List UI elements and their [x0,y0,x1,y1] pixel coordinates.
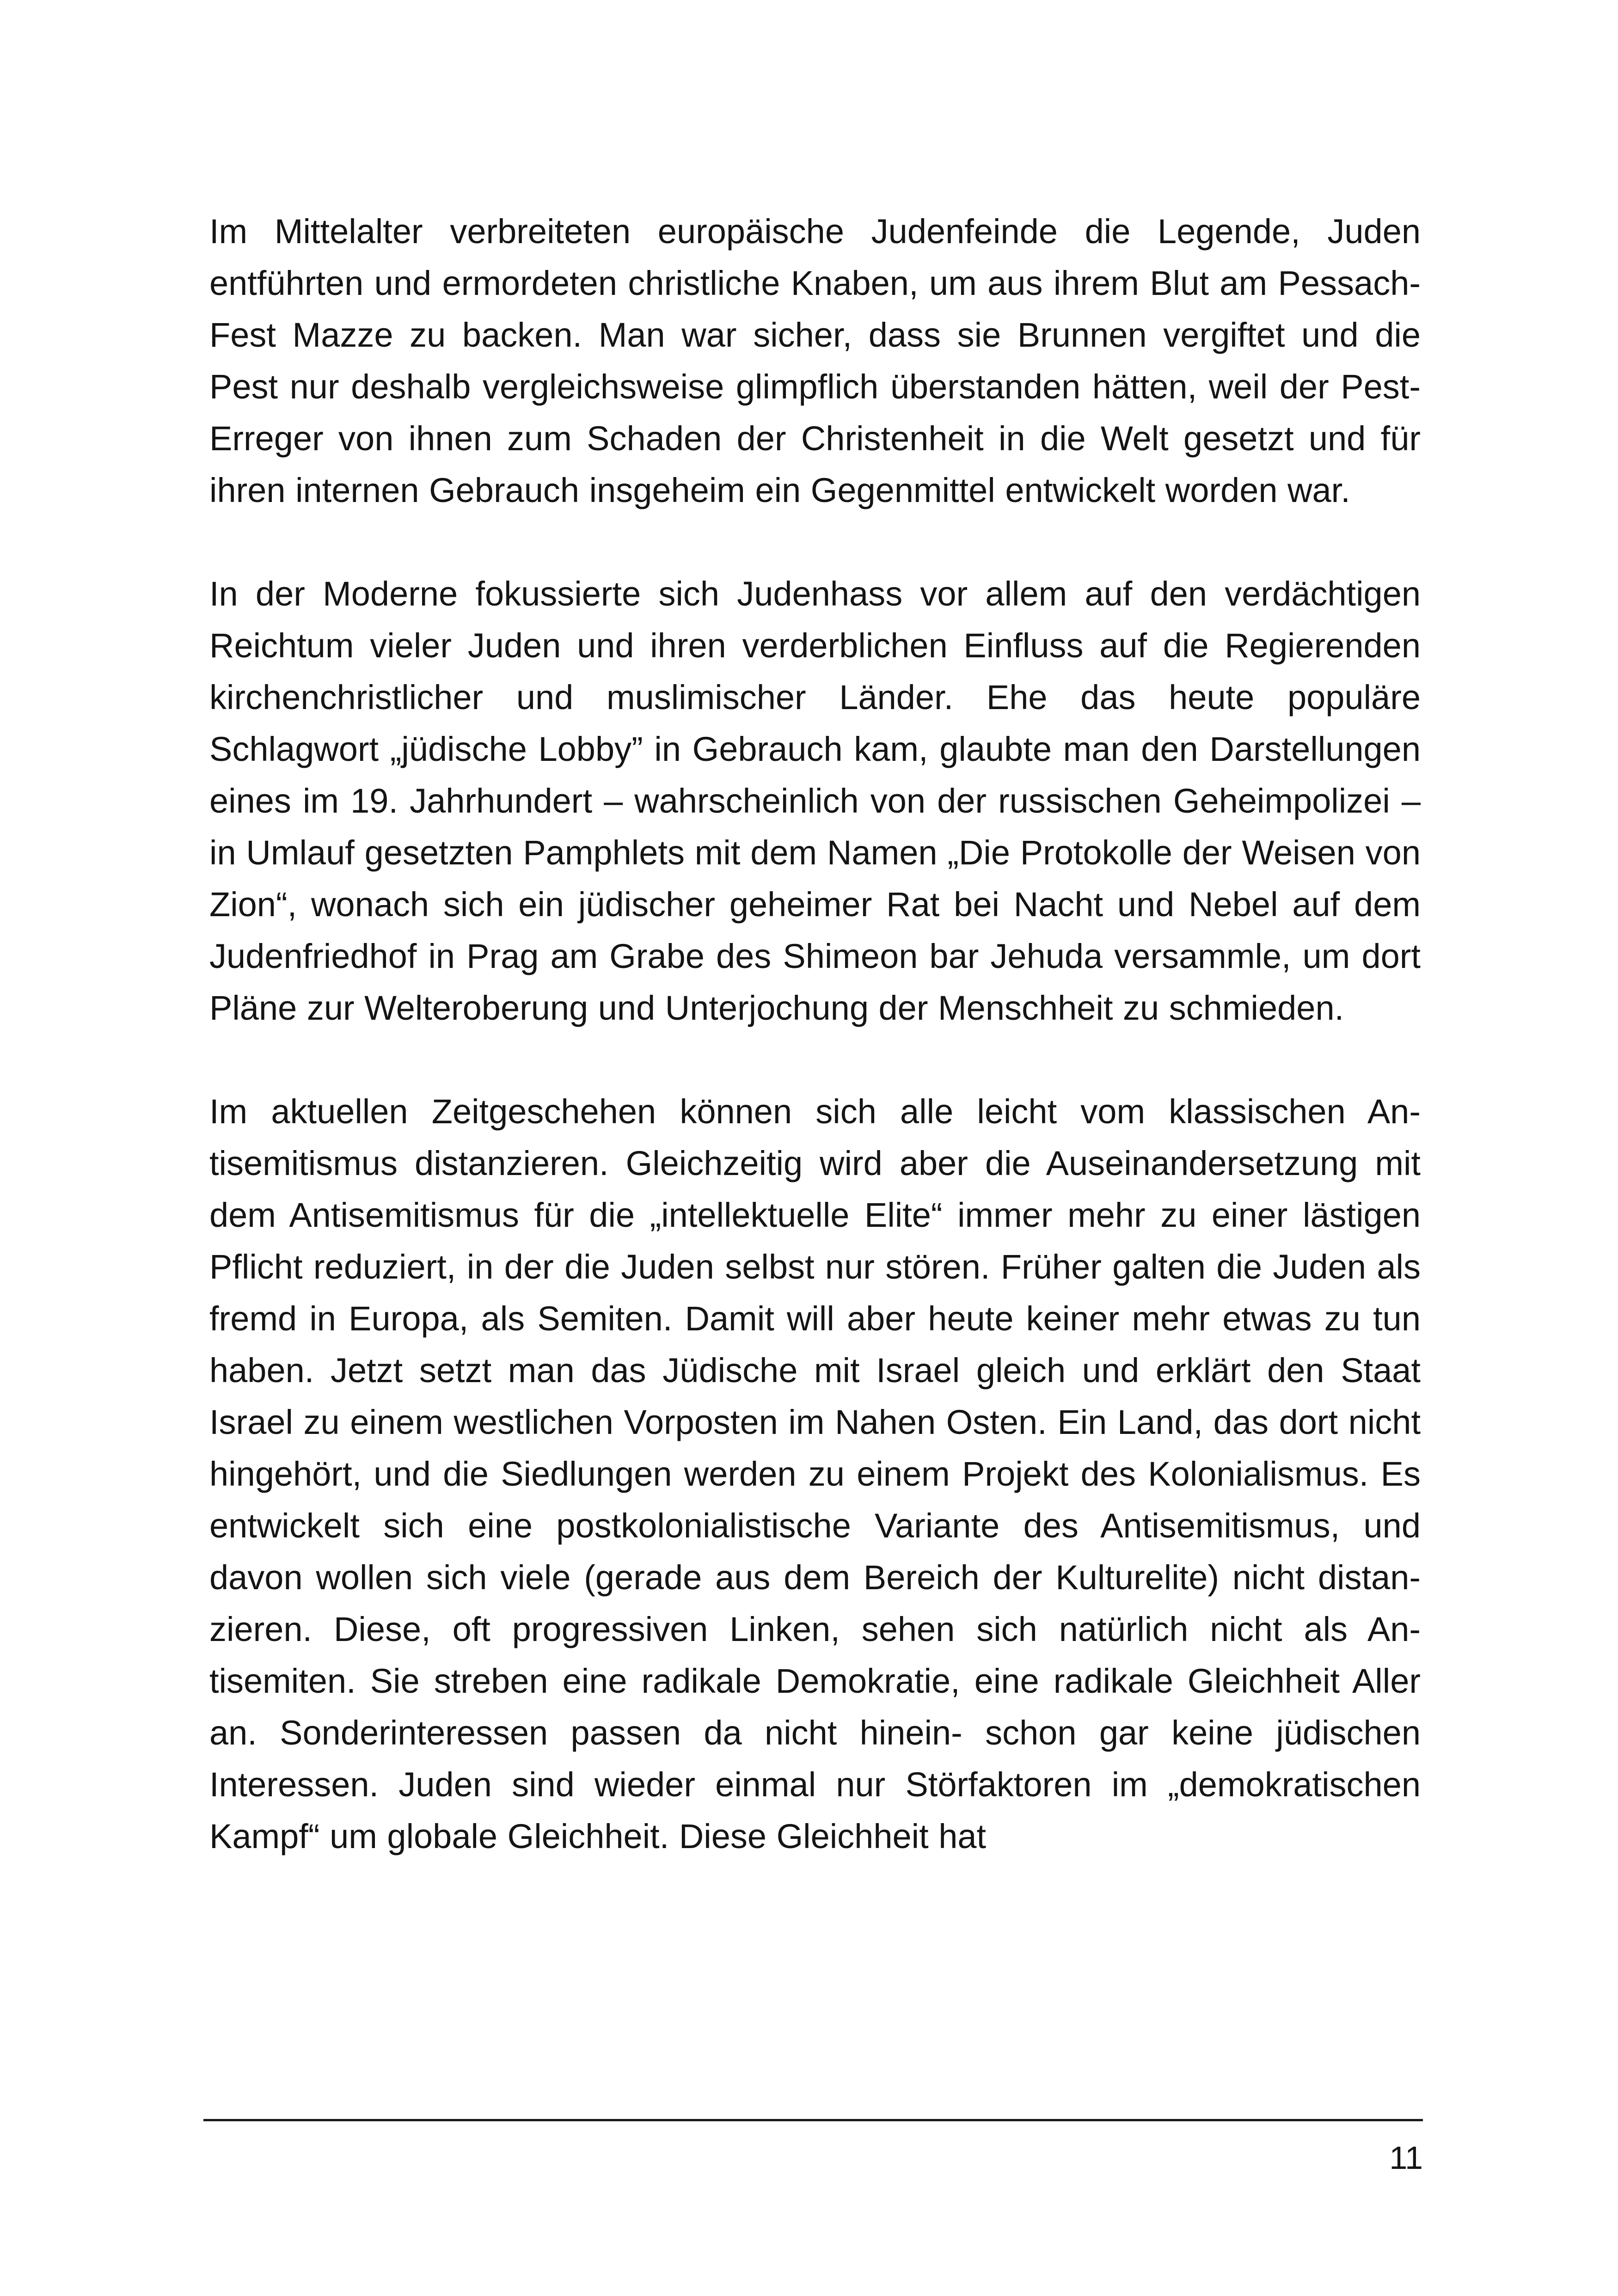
body-text [209,206,1421,1862]
paragraph-modern-era: In der Moderne fokussierte sich Judenhass vor allem auf den verdächtigen Reichtum vieler Juden und ihren verderblichen Einfluss auf die Regierenden kirchenchristlicher und muslimischer Länder. Ehe das heute populäre Schlagwort „jüdische Lobby” in Gebrauch kam, glaubte man den Darstellungen eines im 19. Jahrhundert – wahrscheinlich von der russischen Geheimpolizei – in Umlauf gesetzten Pamphlets mit dem Namen „Die Protokolle der Weisen von Zion“, wonach sich ein jüdischer geheimer Rat bei Nacht und Nebel auf dem Judenfriedhof in Prag am Grabe des Shimeon bar Jehuda versammle, um dort Pläne zur Welteroberung und Unterjochung der Menschheit zu schmieden. [209,575,1421,1027]
paragraph-current-events: Im aktuellen Zeitgeschehen können sich alle leicht vom klassischen Antisemitismus distanzieren. Gleichzeitig wird aber die Auseinandersetzung mit dem Antisemitismus für die „intellektuelle Elite“ immer mehr zu einer lästigen Pflicht reduziert, in der die Juden selbst nur stören. Früher galten die Juden als fremd in Europa, als Semiten. Damit will aber heute keiner mehr etwas zu tun haben. Jetzt setzt man das Jüdische mit Israel gleich und erklärt den Staat Israel zu einem westlichen Vorposten im Nahen Osten. Ein Land, das dort nicht hingehört, und die Siedlungen werden zu einem Projekt des Kolonialismus. Es entwickelt sich eine postkolonialistische Variante des Antisemitismus, und davon wollen sich viele (gerade aus dem Bereich der Kulturelite) nicht distanzieren. Diese, oft progressiven Linken, sehen sich natürlich nicht als Antisemiten. Sie streben eine radikale Demokratie, eine radikale Gleichheit Aller an. Sonderinteressen passen da nicht hinein- schon gar keine jüdischen Interessen. Juden sind wieder einmal nur Störfaktoren im „demokratischen Kampf“ um globale Gleichheit. Diese Gleichheit hat [209,1092,1421,1855]
footer-divider [203,2119,1423,2121]
page-number: 11 [1389,2140,1423,2176]
paragraph-middle-ages: Im Mittelalter verbreiteten europäische Judenfeinde die Legende, Juden entführten und ermordeten christliche Knaben, um aus ihrem Blut am Pessach-Fest Mazze zu backen. Man war sicher, dass sie Brunnen vergiftet und die Pest nur deshalb vergleichsweise glimpflich überstanden hätten, weil der Pest-Erreger von ihnen zum Schaden der Christenheit in die Welt gesetzt und für ihren internen Gebrauch insgeheim ein Gegenmittel entwickelt worden war. [209,212,1421,509]
